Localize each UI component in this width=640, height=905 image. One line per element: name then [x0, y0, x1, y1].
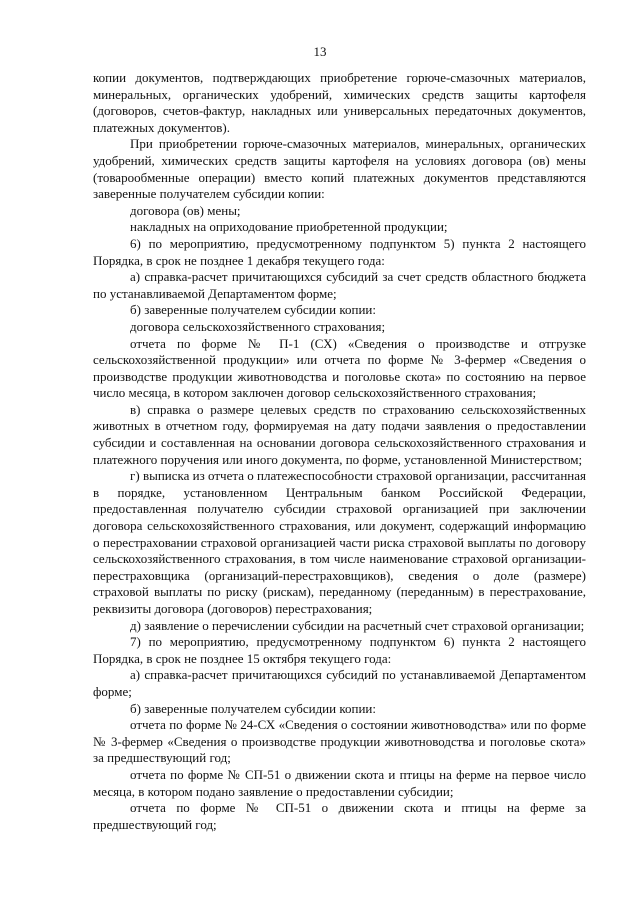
paragraph: При приобретении горюче-смазочных материалов, минеральных, органических удобрений, химических средств защиты картофеля на условиях договора (ов) мены (товарообменные операции) вместо копий платежных документов представляются заверенные получателем субсидии копии: — [93, 136, 586, 202]
paragraph: г) выписка из отчета о платежеспособности страховой организации, рассчитанная в порядке, установленном Центральным банком Российской Федерации, предоставленная получателю субсидии страховой организацией при заключении договора сельскохозяйственного страхования, или документ, содержащий информацию о перестраховании страховой организацией части риска страховой выплаты по договору сельскохозяйственного страхования, в том числе наименование страховой организации-перестраховщика (организаций-перестраховщиков), сведения о доле (размере) страховой выплаты по риску (рискам), переданному (переданным) в перестрахование, реквизиты договора (договоров) перестрахования; — [93, 468, 586, 616]
paragraph: договора сельскохозяйственного страхования; — [130, 318, 386, 334]
paragraph: а) справка-расчет причитающихся субсидий за счет средств областного бюджета по устанавливаемой Департаментом форме; — [93, 269, 586, 301]
paragraph: а) справка-расчет причитающихся субсидий по устанавливаемой Департаментом форме; — [93, 667, 586, 699]
paragraph: 7) по мероприятию, предусмотренному подпунктом 6) пункта 2 настоящего Порядка, в срок не позднее 15 октября текущего года: — [93, 634, 586, 666]
paragraph: б) заверенные получателем субсидии копии: — [130, 302, 376, 318]
paragraph: 6) по мероприятию, предусмотренному подпунктом 5) пункта 2 настоящего Порядка, в срок не позднее 1 декабря текущего года: — [93, 235, 586, 268]
paragraph: накладных на оприходование приобретенной продукции; — [130, 219, 448, 235]
paragraph: отчета по форме № СП-51 о движении скота и птицы на ферме на первое число месяца, в котором подано заявление о предоставлении субсидии; — [93, 766, 586, 799]
paragraph: отчета по форме № 24-СХ «Сведения о состоянии животноводства» или по форме № 3-фермер «Сведения о производстве продукции животноводства и поголовье скота» за предшествующий год; — [93, 717, 586, 766]
paragraph: договора (ов) мены; — [130, 202, 241, 218]
document-body — [93, 70, 586, 833]
paragraph: копии документов, подтверждающих приобретение горюче-смазочных материалов, минеральных, органических удобрений, химических средств защиты картофеля (договоров, счетов-фактур, накладных или универсальных передаточных документов, платежных документов). — [93, 70, 586, 135]
paragraph: б) заверенные получателем субсидии копии: — [130, 700, 376, 716]
paragraph: д) заявление о перечислении субсидии на расчетный счет страховой организации; — [130, 617, 585, 633]
paragraph: отчета по форме № СП-51 о движении скота и птицы на ферме за предшествующий год; — [93, 800, 586, 832]
paragraph: в) справка о размере целевых средств по страхованию сельскохозяйственных животных в отчетном году, формируемая на дату подачи заявления о предоставлении субсидии и составленная на основании договора сельскохозяйственного страхования и платежного поручения или иного документа, по форме, установленной Министерством; — [93, 401, 586, 467]
page-number: 13 — [313, 44, 327, 59]
paragraph: отчета по форме № П-1 (СХ) «Сведения о производстве и отгрузке сельскохозяйственной продукции» или отчета по форме № 3-фермер «Сведения о производстве продукции животноводства и поголовье скота» по состоянию на первое число месяца, в котором заключен договор сельскохозяйственного страхования; — [93, 335, 586, 401]
